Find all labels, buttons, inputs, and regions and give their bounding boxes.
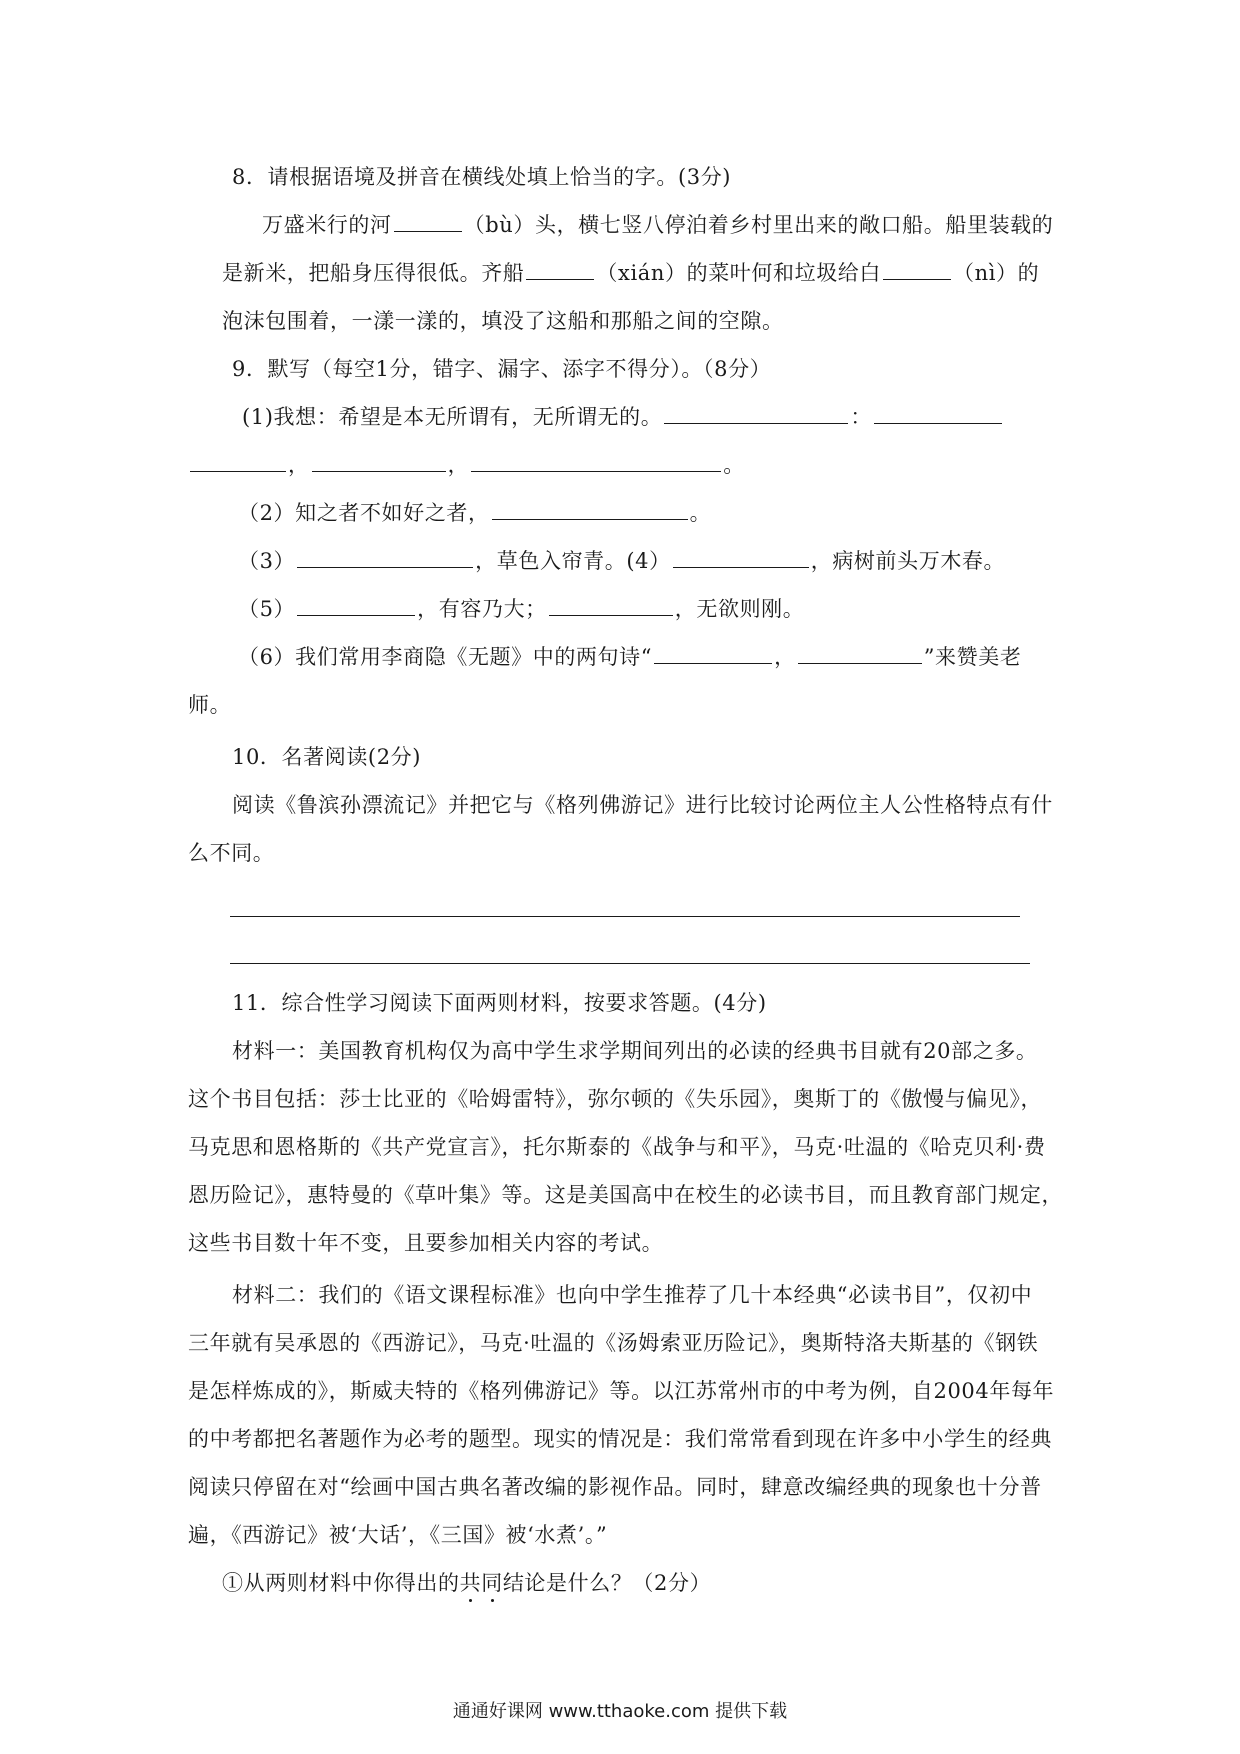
q9-item-1-cont: ， ， 。	[188, 451, 745, 479]
q9-item-5: （5） ，有容乃大； ，无欲则刚。	[238, 597, 805, 621]
q10-title: 10．名著阅读(2分)	[232, 745, 422, 769]
fill-blank-9-1b-cont[interactable]	[190, 451, 286, 472]
fill-blank-9-5a[interactable]	[297, 595, 415, 616]
q10-prompt-line-2: 么不同。	[188, 841, 275, 865]
fill-blank-9-5b[interactable]	[549, 595, 673, 616]
fill-blank-9-1d[interactable]	[471, 451, 721, 472]
q10-prompt-line-1: 阅读《鲁滨孙漂流记》并把它与《格列佛游记》进行比较讨论两位主人公性格特点有什	[232, 793, 1053, 817]
q11-material-2-line-1: 材料二：我们的《语文课程标准》也向中学生推荐了几十本经典“必读书目”，仅初中	[232, 1283, 1033, 1307]
answer-line-1[interactable]	[230, 916, 1020, 917]
emphasis-dot-char: 同	[481, 1571, 503, 1595]
fill-blank-bu[interactable]	[394, 211, 462, 232]
q11-material-1-line-2: 这个书目包括：莎士比亚的《哈姆雷特》，弥尔顿的《失乐园》，奥斯丁的《傲慢与偏见》，	[188, 1087, 1043, 1111]
q9-item-1: (1)我想：希望是本无所谓有，无所谓无的。 ：	[242, 403, 1004, 431]
q8-line-2: 是新米，把船身压得很低。齐船 （xián）的菜叶何和垃圾给白 （nì）的	[222, 261, 1040, 285]
q9-item-6-cont: 师。	[188, 693, 232, 717]
q11-material-2-line-2: 三年就有吴承恩的《西游记》，马克·吐温的《汤姆索亚历险记》，奥斯特洛夫斯基的《钢铁	[188, 1331, 1039, 1355]
fill-blank-9-4[interactable]	[673, 547, 809, 568]
answer-line-2[interactable]	[230, 963, 1030, 964]
fill-blank-9-2[interactable]	[492, 499, 688, 520]
fill-blank-9-1c[interactable]	[312, 451, 446, 472]
q8-title: 8．请根据语境及拼音在横线处填上恰当的字。(3分)	[232, 165, 732, 189]
q9-item-6: （6）我们常用李商隐《无题》中的两句诗“ ， ”来赞美老	[238, 645, 1022, 669]
q11-sub-question-1: ①从两则材料中你得出的共同结论是什么？（2分）	[222, 1571, 712, 1595]
q11-material-1-line-4: 恩历险记》，惠特曼的《草叶集》等。这是美国高中在校生的必读书目，而且教育部门规定，	[188, 1183, 1064, 1207]
fill-blank-9-6b[interactable]	[798, 643, 922, 664]
q11-material-2-line-4: 的中考都把名著题作为必考的题型。现实的情况是：我们常常看到现在许多中小学生的经典	[188, 1427, 1052, 1451]
q11-material-1-line-3: 马克思和恩格斯的《共产党宣言》，托尔斯泰的《战争与和平》，马克·吐温的《哈克贝利·费	[188, 1135, 1046, 1159]
fill-blank-9-1a[interactable]	[664, 403, 848, 424]
page-footer: 通通好课网 www.tthaoke.com 提供下载	[452, 1701, 788, 1722]
fill-blank-xian[interactable]	[526, 259, 594, 280]
q11-material-1-line-1: 材料一：美国教育机构仅为高中学生求学期间列出的必读的经典书目就有20部之多。	[232, 1039, 1038, 1063]
fill-blank-9-1b[interactable]	[874, 403, 1002, 424]
q11-material-2-line-3: 是怎样炼成的》，斯威夫特的《格列佛游记》等。以江苏常州市的中考为例，自2004年每年	[188, 1379, 1055, 1403]
q8-line-1: 万盛米行的河 （bù）头，横七竖八停泊着乡村里出来的敞口船。船里装载的	[262, 213, 1054, 237]
emphasis-dot-char: 共	[459, 1571, 482, 1595]
q9-item-2: （2）知之者不如好之者， 。	[238, 501, 712, 525]
q9-item-3-4: （3） ，草色入帘青。(4） ，病树前头万木春。	[238, 549, 1006, 573]
fill-blank-9-3[interactable]	[297, 547, 473, 568]
q11-material-2-line-6: 遍，《西游记》被‘大话’，《三国》被‘水煮’。”	[188, 1523, 608, 1547]
q9-title: 9．默写（每空1分，错字、漏字、添字不得分）。（8分）	[232, 357, 772, 381]
q11-material-1-line-5: 这些书目数十年不变，且要参加相关内容的考试。	[188, 1231, 664, 1255]
q11-title: 11．综合性学习阅读下面两则材料，按要求答题。(4分)	[232, 991, 767, 1015]
fill-blank-ni[interactable]	[883, 259, 951, 280]
fill-blank-9-6a[interactable]	[654, 643, 772, 664]
q8-line-3: 泡沫包围着，一漾一漾的，填没了这船和那船之间的空隙。	[222, 309, 784, 333]
q11-material-2-line-5: 阅读只停留在对“绘画中国古典名著改编的影视作品。同时，肆意改编经典的现象也十分普	[188, 1475, 1042, 1499]
